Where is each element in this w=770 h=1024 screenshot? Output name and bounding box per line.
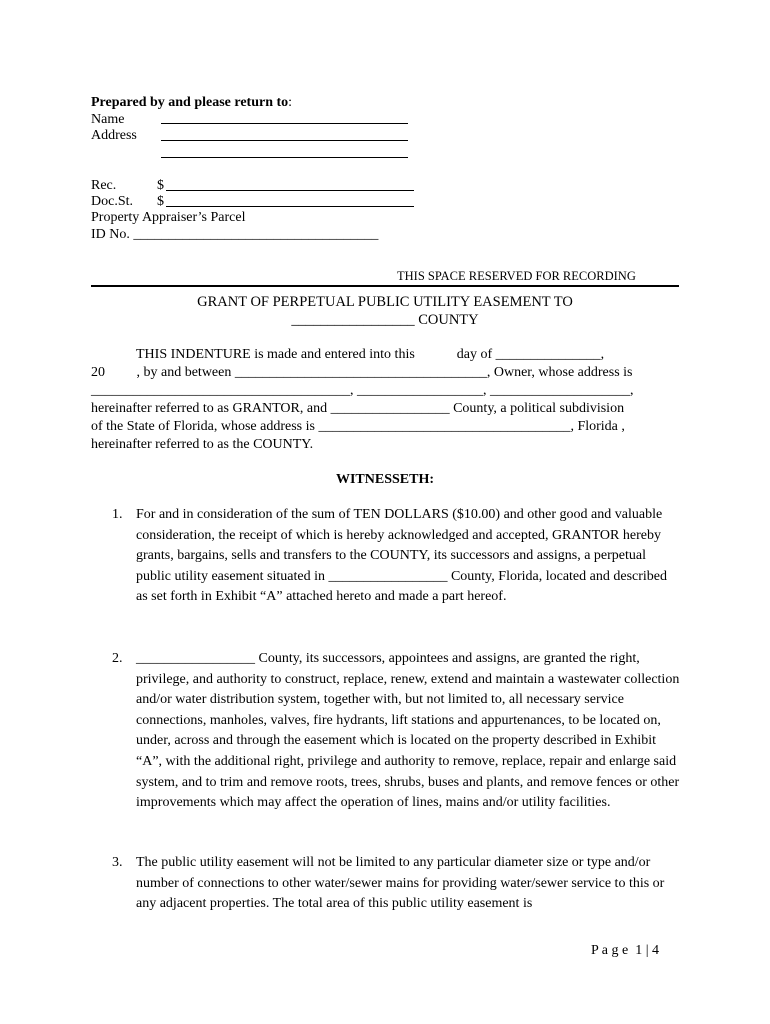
docst-dollar-sign: $ (157, 194, 164, 209)
indenture-line-1: THIS INDENTURE is made and entered into this day of _______________, (136, 347, 605, 362)
parcel-id-line: ID No. ___________________________________ (91, 227, 379, 242)
prepared-by-heading-text: Prepared by and please return to (91, 95, 289, 110)
document-title-line2: _________________ COUNTY (291, 312, 479, 328)
witnesseth-heading: WITNESSETH: (335, 472, 435, 487)
clause-1-number: 1. (112, 507, 123, 522)
name-label: Name (91, 112, 125, 127)
clause-2-number: 2. (112, 651, 123, 666)
address-label: Address (91, 128, 137, 143)
name-blank-line (161, 123, 408, 124)
docst-blank-line (166, 206, 414, 207)
address-blank-line-1 (161, 140, 408, 141)
prepared-by-heading (91, 95, 292, 111)
address-blank-line-2 (161, 157, 408, 158)
page-number: P a g e 1 | 4 (591, 943, 659, 958)
rec-label: Rec. (91, 178, 117, 193)
indenture-line-2: 20 , by and between ____________________________________, Owner, whose address is (91, 365, 633, 380)
clause-1-text: For and in consideration of the sum of TEN DOLLARS ($10.00) and other good and valuable consideration, the receipt of which is hereby acknowledged and accepted, GRANTOR hereby grants, bargains, sells and transfers to the COUNTY, its successors and assigns, a perpetual public utility easement situated in _________________ County, Florida, located and described as set forth in Exhibit “A” attached hereto and made a part hereof. (136, 507, 667, 605)
clause-3-text: The public utility easement will not be limited to any particular diameter size or type and/or number of connections to other water/sewer mains for providing water/sewer service to this or any adjacent properties. The total area of this public utility easement is (136, 855, 665, 912)
indenture-line-5: of the State of Florida, whose address is ____________________________________, Florida , (91, 419, 625, 434)
clause-2-text: _________________ County, its successors, appointees and assigns, are granted the right, privilege, and authority to construct, replace, renew, extend and maintain a wastewater collection and/or water distribution system, together with, but not limited to, all necessary service connections, manholes, valves, fire hydrants, lift stations and appurtenances, to be located on, under, across and through the easement which is located on the property described in Exhibit “A”, with the additional right, privilege and authority to remove, replace, repair and enlarge said system, and to trim and remove roots, trees, shrubs, buses and plants, and remove fences or other improvements which may affect the operation of lines, mains and/or utility facilities. (136, 651, 680, 811)
rec-dollar-sign: $ (157, 178, 164, 193)
document-title-line1: GRANT OF PERPETUAL PUBLIC UTILITY EASEMENT TO (197, 294, 573, 310)
indenture-line-4: hereinafter referred to as GRANTOR, and _________________ County, a political subdivision (91, 401, 625, 416)
recording-divider (91, 285, 679, 287)
recording-reserved-note: THIS SPACE RESERVED FOR RECORDING (397, 269, 636, 283)
rec-blank-line (166, 190, 414, 191)
docst-label: Doc.St. (91, 194, 133, 209)
clause-3-number: 3. (112, 855, 123, 870)
indenture-line-3: _____________________________________, __________________, ____________________, (91, 383, 634, 398)
parcel-label: Property Appraiser’s Parcel (91, 210, 246, 225)
prepared-by-colon: : (288, 95, 293, 110)
indenture-line-6: hereinafter referred to as the COUNTY. (91, 437, 314, 452)
